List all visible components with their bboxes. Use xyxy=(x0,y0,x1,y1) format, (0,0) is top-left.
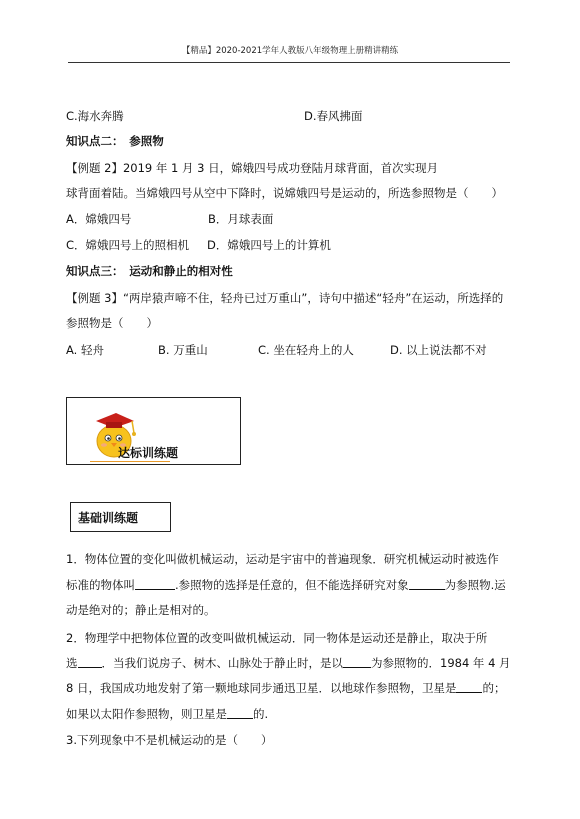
q2-line2-text-c: 为参照物的．1984 年 4 月 xyxy=(371,656,511,670)
q2-line2-text-a: 选 xyxy=(66,656,78,670)
q3-line1: 3.下列现象中不是机械运动的是（ ） xyxy=(66,733,273,747)
example-3-line1: 【例题 3】“两岸猿声啼不住，轻舟已过万重山”，诗句中描述“轻舟”在运动，所选择的 xyxy=(66,291,504,305)
q2-line4 xyxy=(66,706,268,722)
q1-line1: 1．物体位置的变化叫做机械运动，运动是宇宙中的普遍现象．研究机械运动时被选作 xyxy=(66,552,499,566)
example-3-option-a: A. 轻舟 xyxy=(66,343,104,357)
basic-training-title: 基础训练题 xyxy=(78,511,139,525)
example-3-line2: 参照物是（ ） xyxy=(66,316,158,330)
example-2-line2: 球背面着陆。当嫦娥四号从空中下降时，说嫦娥四号是运动的，所选参照物是（ ） xyxy=(66,186,503,200)
banner-underline xyxy=(90,461,170,462)
answer-blank[interactable] xyxy=(78,656,102,668)
q1-line2-text-b: .参照物的选择是任意的，但不能选择研究对象 xyxy=(175,578,409,592)
example-2-option-c: C．嫦娥四号上的照相机 xyxy=(66,238,190,252)
knowledge-point-2-title: 知识点二： 参照物 xyxy=(66,134,164,148)
answer-blank[interactable] xyxy=(409,578,445,590)
q1-line2-text-a: 标准的物体叫 xyxy=(66,578,135,592)
example-2-option-d: D．嫦娥四号上的计算机 xyxy=(207,238,331,252)
option-d: D.春风拂面 xyxy=(304,109,363,123)
q2-line1: 2．物理学中把物体位置的改变叫做机械运动．同一物体是运动还是静止，取决于所 xyxy=(66,631,488,645)
page-header: 【精品】2020-2021学年人教版八年级物理上册精讲精练 xyxy=(181,46,399,56)
q2-line4-text-b: 的. xyxy=(253,707,269,721)
q2-line3-text-a: 8 日，我国成功地发射了第一颗地球同步通迅卫星．以地球作参照物，卫星是 xyxy=(66,681,457,695)
q2-line2-text-b: ．当我们说房子、树木、山脉处于静止时，是以 xyxy=(101,656,343,670)
answer-blank[interactable] xyxy=(343,656,371,668)
q1-line2 xyxy=(66,577,506,593)
q1-line2-text-c: 为参照物.运 xyxy=(444,578,506,592)
answer-blank[interactable] xyxy=(135,578,175,590)
example-3-option-d: D. 以上说法都不对 xyxy=(390,343,487,357)
q2-line3 xyxy=(66,680,505,696)
example-2-line1: 【例题 2】2019 年 1 月 3 日，嫦娥四号成功登陆月球背面，首次实现月 xyxy=(66,161,439,175)
knowledge-point-3-title: 知识点三： 运动和静止的相对性 xyxy=(66,264,233,278)
q1-line3: 动是绝对的；静止是相对的。 xyxy=(66,603,216,617)
answer-blank[interactable] xyxy=(456,681,482,693)
answer-blank[interactable] xyxy=(227,707,253,719)
q2-line3-text-b: 的； xyxy=(482,681,506,695)
header-rule xyxy=(68,62,510,63)
banner-title: 达标训练题 xyxy=(118,446,179,460)
q2-line2 xyxy=(66,655,511,671)
example-2-option-a: A．嫦娥四号 xyxy=(66,212,132,226)
example-3-option-b: B. 万重山 xyxy=(158,343,208,357)
example-2-option-b: B．月球表面 xyxy=(208,212,274,226)
option-c: C.海水奔腾 xyxy=(66,109,124,123)
q2-line4-text-a: 如果以太阳作参照物，则卫星是 xyxy=(66,707,227,721)
example-3-option-c: C. 坐在轻舟上的人 xyxy=(258,343,354,357)
